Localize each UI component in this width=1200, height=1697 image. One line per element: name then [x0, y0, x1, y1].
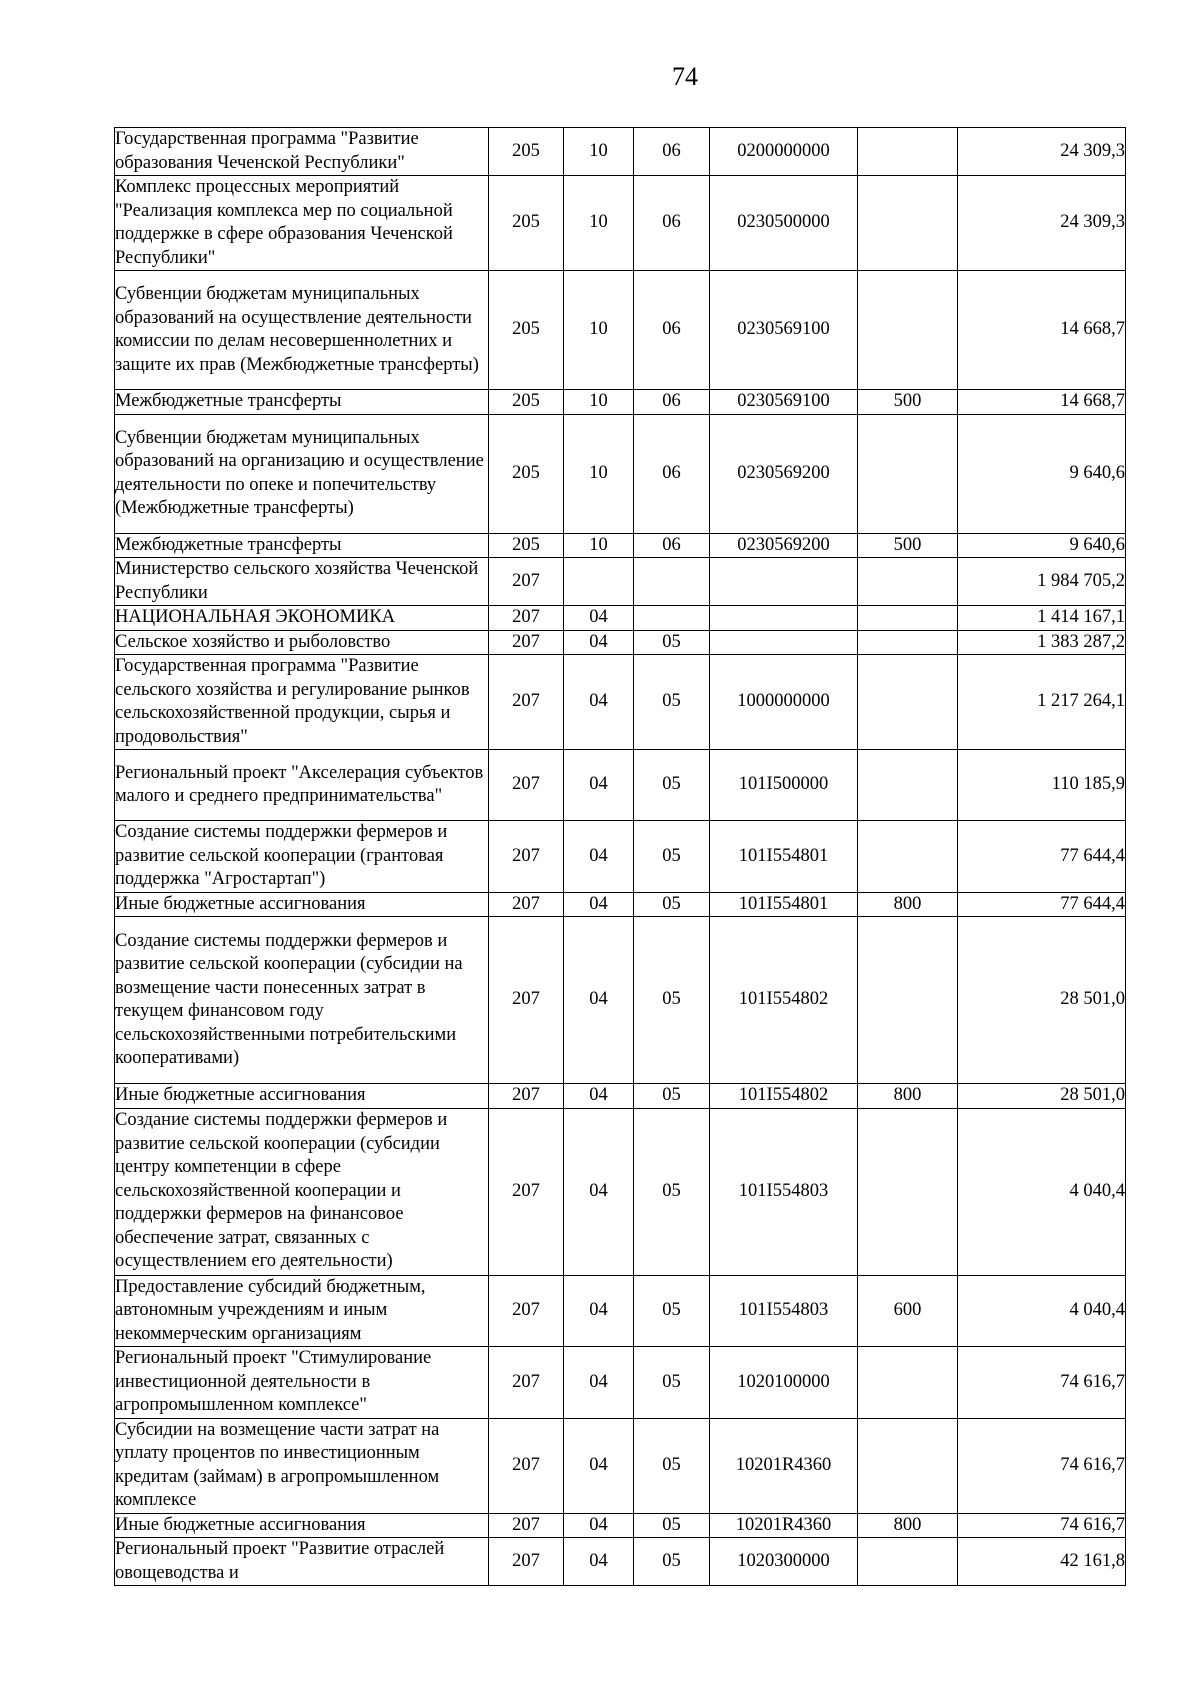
row-type: 500 — [858, 390, 958, 415]
row-name: Комплекс процессных мероприятий "Реализация комплекса мер по социальной поддержке в сфере образования Чеченской Республики" — [115, 176, 489, 271]
row-target: 1020100000 — [710, 1347, 858, 1419]
row-name: НАЦИОНАЛЬНАЯ ЭКОНОМИКА — [115, 606, 489, 631]
row-amount: 9 640,6 — [958, 533, 1126, 558]
row-type — [858, 1347, 958, 1419]
row-section: 10 — [564, 271, 634, 390]
row-ministry: 207 — [489, 630, 564, 655]
row-target: 101I554801 — [710, 892, 858, 917]
row-subsection: 05 — [634, 821, 710, 893]
row-section: 04 — [564, 821, 634, 893]
table-row — [115, 606, 1126, 631]
row-section: 04 — [564, 1418, 634, 1513]
table-row — [115, 128, 1126, 176]
table-row — [115, 1108, 1126, 1275]
row-section: 04 — [564, 1275, 634, 1347]
row-subsection: 05 — [634, 1513, 710, 1538]
row-type — [858, 630, 958, 655]
row-amount: 4 040,4 — [958, 1108, 1126, 1275]
row-name: Иные бюджетные ассигнования — [115, 892, 489, 917]
row-target: 0230569200 — [710, 414, 858, 533]
table-row — [115, 750, 1126, 821]
row-type — [858, 176, 958, 271]
row-ministry: 207 — [489, 1347, 564, 1419]
row-ministry: 205 — [489, 271, 564, 390]
row-subsection: 05 — [634, 1275, 710, 1347]
row-name: Министерство сельского хозяйства Чеченской Республики — [115, 558, 489, 606]
row-amount: 14 668,7 — [958, 271, 1126, 390]
row-section: 04 — [564, 1347, 634, 1419]
row-target: 1000000000 — [710, 655, 858, 750]
page-number: 74 — [672, 62, 698, 91]
row-name: Создание системы поддержки фермеров и развитие сельской кооперации (субсидии центру компетенции в сфере сельскохозяйственной кооперации и поддержки фермеров на финансовое обеспечение затрат, связанных с осуществлением его деятельности) — [115, 1108, 489, 1275]
row-target: 101I554802 — [710, 1084, 858, 1109]
row-section: 10 — [564, 414, 634, 533]
row-type — [858, 558, 958, 606]
row-target: 0200000000 — [710, 128, 858, 176]
row-ministry: 207 — [489, 1084, 564, 1109]
row-section: 04 — [564, 655, 634, 750]
row-subsection: 06 — [634, 390, 710, 415]
row-subsection: 06 — [634, 533, 710, 558]
row-subsection: 05 — [634, 750, 710, 821]
table-row — [115, 1084, 1126, 1109]
table-body — [115, 128, 1126, 1586]
row-target: 1020300000 — [710, 1538, 858, 1586]
row-ministry: 207 — [489, 1418, 564, 1513]
row-amount: 42 161,8 — [958, 1538, 1126, 1586]
row-name: Региональный проект "Акселерация субъектов малого и среднего предпринимательства" — [115, 750, 489, 821]
row-amount: 1 414 167,1 — [958, 606, 1126, 631]
row-amount: 1 217 264,1 — [958, 655, 1126, 750]
row-type: 800 — [858, 892, 958, 917]
row-ministry: 207 — [489, 892, 564, 917]
row-target: 101I500000 — [710, 750, 858, 821]
row-subsection: 06 — [634, 414, 710, 533]
row-section: 04 — [564, 1538, 634, 1586]
row-type: 600 — [858, 1275, 958, 1347]
row-subsection: 05 — [634, 892, 710, 917]
row-amount: 28 501,0 — [958, 1084, 1126, 1109]
table-row — [115, 1538, 1126, 1586]
row-name: Сельское хозяйство и рыболовство — [115, 630, 489, 655]
row-amount: 4 040,4 — [958, 1275, 1126, 1347]
row-amount: 74 616,7 — [958, 1418, 1126, 1513]
row-type — [858, 414, 958, 533]
row-name: Субвенции бюджетам муниципальных образований на осуществление деятельности комиссии по делам несовершеннолетних и защите их прав (Межбюджетные трансферты) — [115, 271, 489, 390]
row-ministry: 207 — [489, 1538, 564, 1586]
row-subsection: 06 — [634, 271, 710, 390]
row-ministry: 207 — [489, 606, 564, 631]
row-amount: 77 644,4 — [958, 821, 1126, 893]
row-target: 101I554801 — [710, 821, 858, 893]
row-amount: 1 383 287,2 — [958, 630, 1126, 655]
row-name: Субвенции бюджетам муниципальных образований на организацию и осуществление деятельности по опеке и попечительству (Межбюджетные трансферты) — [115, 414, 489, 533]
row-section: 10 — [564, 176, 634, 271]
row-ministry: 207 — [489, 821, 564, 893]
table-row — [115, 655, 1126, 750]
row-section: 04 — [564, 917, 634, 1084]
row-section: 04 — [564, 630, 634, 655]
row-amount: 74 616,7 — [958, 1513, 1126, 1538]
row-ministry: 207 — [489, 558, 564, 606]
table-row — [115, 414, 1126, 533]
row-amount: 77 644,4 — [958, 892, 1126, 917]
row-target: 0230569200 — [710, 533, 858, 558]
row-ministry: 207 — [489, 750, 564, 821]
row-target — [710, 606, 858, 631]
row-name: Иные бюджетные ассигнования — [115, 1084, 489, 1109]
table-row — [115, 821, 1126, 893]
row-amount: 28 501,0 — [958, 917, 1126, 1084]
row-name: Межбюджетные трансферты — [115, 533, 489, 558]
table-row — [115, 390, 1126, 415]
table-row — [115, 1418, 1126, 1513]
row-section: 04 — [564, 750, 634, 821]
row-ministry: 207 — [489, 1513, 564, 1538]
row-target: 0230500000 — [710, 176, 858, 271]
row-name: Создание системы поддержки фермеров и развитие сельской кооперации (субсидии на возмещение части понесенных затрат в текущем финансовом году сельскохозяйственными потребительскими кооперативами) — [115, 917, 489, 1084]
row-ministry: 207 — [489, 655, 564, 750]
row-subsection — [634, 606, 710, 631]
row-name: Межбюджетные трансферты — [115, 390, 489, 415]
row-subsection — [634, 558, 710, 606]
row-type — [858, 1108, 958, 1275]
row-subsection: 05 — [634, 1347, 710, 1419]
row-name: Создание системы поддержки фермеров и развитие сельской кооперации (грантовая поддержка "Агростартап") — [115, 821, 489, 893]
row-type: 500 — [858, 533, 958, 558]
row-type — [858, 128, 958, 176]
row-name: Субсидии на возмещение части затрат на уплату процентов по инвестиционным кредитам (займам) в агропромышленном комплексе — [115, 1418, 489, 1513]
row-section: 04 — [564, 1108, 634, 1275]
row-section: 04 — [564, 1513, 634, 1538]
table-row — [115, 1275, 1126, 1347]
row-subsection: 05 — [634, 1538, 710, 1586]
row-target: 0230569100 — [710, 271, 858, 390]
table-row — [115, 558, 1126, 606]
table-row — [115, 176, 1126, 271]
row-target: 10201R4360 — [710, 1418, 858, 1513]
row-type — [858, 750, 958, 821]
row-amount: 14 668,7 — [958, 390, 1126, 415]
row-ministry: 207 — [489, 1108, 564, 1275]
row-target: 0230569100 — [710, 390, 858, 415]
row-amount: 74 616,7 — [958, 1347, 1126, 1419]
row-section — [564, 558, 634, 606]
row-name: Предоставление субсидий бюджетным, автономным учреждениям и иным некоммерческим организациям — [115, 1275, 489, 1347]
row-amount: 1 984 705,2 — [958, 558, 1126, 606]
row-subsection: 06 — [634, 128, 710, 176]
row-type — [858, 917, 958, 1084]
row-type — [858, 271, 958, 390]
row-type — [858, 606, 958, 631]
table-row — [115, 630, 1126, 655]
row-ministry: 205 — [489, 414, 564, 533]
row-amount: 110 185,9 — [958, 750, 1126, 821]
row-subsection: 05 — [634, 630, 710, 655]
row-subsection: 05 — [634, 655, 710, 750]
row-type — [858, 1538, 958, 1586]
row-section: 04 — [564, 892, 634, 917]
row-section: 10 — [564, 128, 634, 176]
row-target: 101I554803 — [710, 1275, 858, 1347]
row-subsection: 05 — [634, 917, 710, 1084]
row-section: 04 — [564, 606, 634, 631]
row-type — [858, 821, 958, 893]
row-amount: 24 309,3 — [958, 128, 1126, 176]
row-subsection: 05 — [634, 1418, 710, 1513]
row-type: 800 — [858, 1084, 958, 1109]
row-name: Государственная программа "Развитие образования Чеченской Республики" — [115, 128, 489, 176]
row-target: 101I554802 — [710, 917, 858, 1084]
row-type — [858, 1418, 958, 1513]
row-subsection: 06 — [634, 176, 710, 271]
row-amount: 9 640,6 — [958, 414, 1126, 533]
row-ministry: 207 — [489, 917, 564, 1084]
row-target — [710, 630, 858, 655]
row-subsection: 05 — [634, 1108, 710, 1275]
row-target — [710, 558, 858, 606]
row-section: 04 — [564, 1084, 634, 1109]
row-ministry: 207 — [489, 1275, 564, 1347]
row-name: Иные бюджетные ассигнования — [115, 1513, 489, 1538]
row-target: 101I554803 — [710, 1108, 858, 1275]
table-row — [115, 533, 1126, 558]
row-section: 10 — [564, 390, 634, 415]
table-row — [115, 1513, 1126, 1538]
row-ministry: 205 — [489, 176, 564, 271]
row-ministry: 205 — [489, 533, 564, 558]
row-name: Региональный проект "Стимулирование инвестиционной деятельности в агропромышленном комплексе" — [115, 1347, 489, 1419]
row-type: 800 — [858, 1513, 958, 1538]
table-row — [115, 892, 1126, 917]
table-row — [115, 271, 1126, 390]
table-row — [115, 1347, 1126, 1419]
row-name: Государственная программа "Развитие сельского хозяйства и регулирование рынков сельскохозяйственной продукции, сырья и продовольствия" — [115, 655, 489, 750]
row-target: 10201R4360 — [710, 1513, 858, 1538]
table-row — [115, 917, 1126, 1084]
row-section: 10 — [564, 533, 634, 558]
row-type — [858, 655, 958, 750]
row-ministry: 205 — [489, 128, 564, 176]
row-name: Региональный проект "Развитие отраслей овощеводства и — [115, 1538, 489, 1586]
budget-table — [114, 127, 1126, 1586]
row-ministry: 205 — [489, 390, 564, 415]
row-subsection: 05 — [634, 1084, 710, 1109]
row-amount: 24 309,3 — [958, 176, 1126, 271]
